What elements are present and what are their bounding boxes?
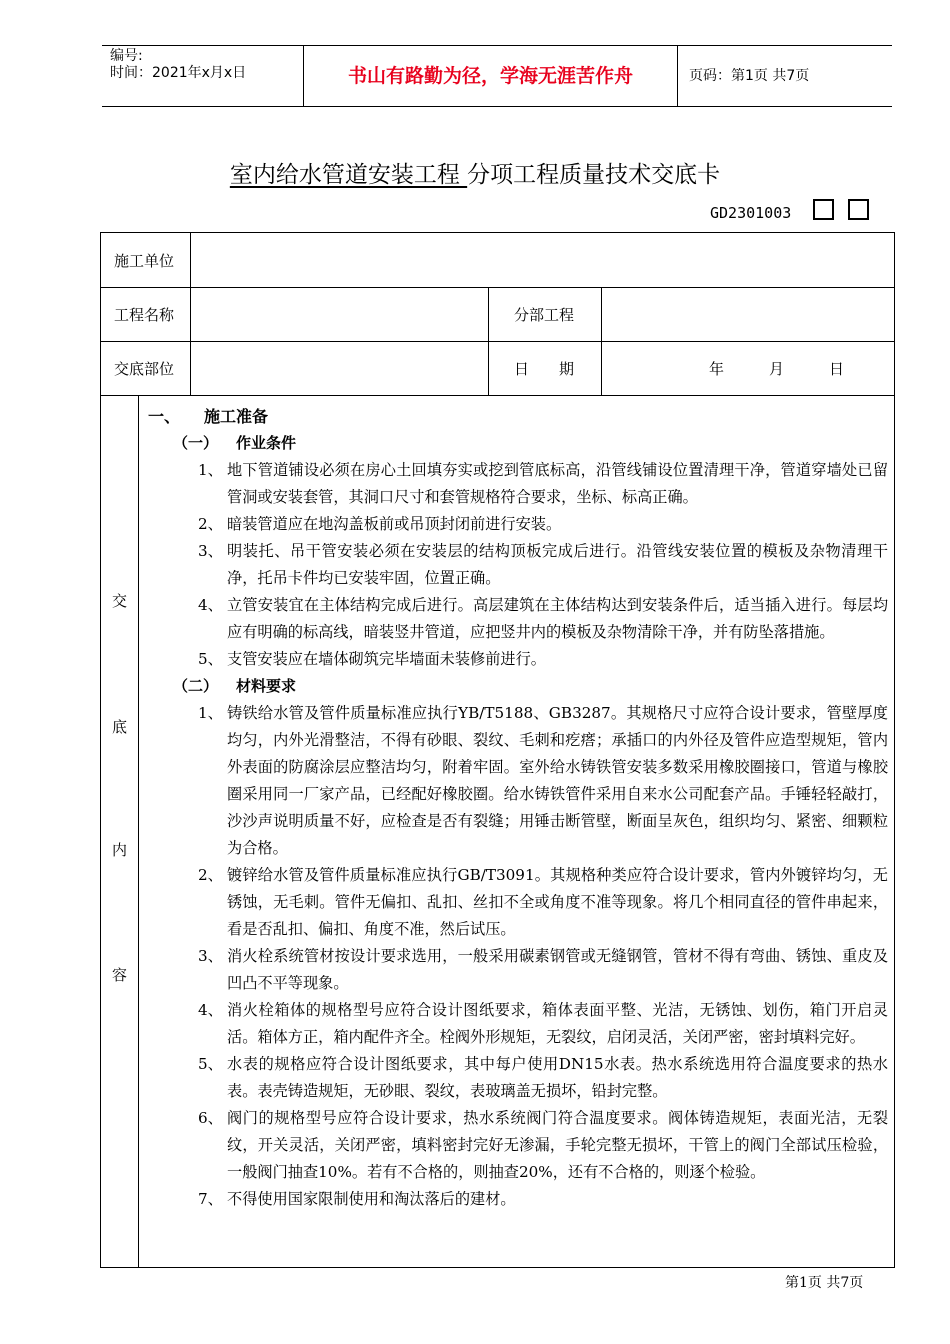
- item-text: 消火栓系统管材按设计要求选用，一般采用碳素钢管或无缝钢管，管材不得有弯曲、锈蚀、重皮及凹凸不平等现象。: [227, 947, 888, 992]
- side-label-char: 内: [111, 841, 127, 859]
- subsection-number: （二）: [173, 677, 219, 695]
- header-divider: [677, 46, 678, 106]
- subsection-number: （一）: [173, 434, 219, 452]
- list-item: [143, 862, 888, 943]
- item-text: 明装托、吊干管安装必须在安装层的结构顶板完成后进行。沿管线安装位置的模板及杂物清理干净，托吊卡件均已安装牢固，位置正确。: [227, 542, 888, 587]
- section-number: 一、: [148, 407, 181, 426]
- date-field[interactable]: 年 月 日: [709, 360, 845, 378]
- checkbox[interactable]: [848, 199, 869, 220]
- division-label: 分部工程: [514, 306, 575, 324]
- item-number: 3、: [198, 947, 223, 965]
- side-label-char: 底: [111, 718, 127, 736]
- item-text: 立管安装宜在主体结构完成后进行。高层建筑在主体结构达到安装条件后，适当插入进行。每层均应有明确的标高线，暗装竖井管道，应把竖井内的模板及杂物清除干净，并有防坠落措施。: [227, 596, 888, 641]
- item-number: 5、: [198, 650, 223, 668]
- item-text: 铸铁给水管及管件质量标准应执行YB/T5188、GB3287。其规格尺寸应符合设计要求，管壁厚度均匀，内外光滑整洁，不得有砂眼、裂纹、毛刺和疙瘩；承插口的内外径及管件应造型规矩，管内外表面的防腐涂层应整洁均匀，附着牢固。室外给水铸铁管安装多数采用橡胶圈接口，管道与橡胶圈采用同一厂家产品，已经配好橡胶圈。给水铸铁管件采用自来水公司配套产品。手锤轻轻敲打，沙沙声说明质量不好，应检查是否有裂缝；用锤击断管壁，断面呈灰色，组织均匀、紧密、细颗粒为合格。: [227, 704, 888, 857]
- col-divider: [601, 287, 602, 395]
- row-divider: [101, 341, 894, 342]
- page-title: [0, 160, 950, 190]
- item-number: 5、: [198, 1055, 223, 1073]
- col-divider: [190, 233, 191, 395]
- division-field[interactable]: [609, 291, 889, 337]
- item-number: 4、: [198, 1001, 223, 1019]
- unit-field[interactable]: [198, 237, 888, 283]
- item-number: 6、: [198, 1109, 223, 1127]
- subsection-heading: [143, 430, 888, 457]
- project-label: 工程名称: [114, 306, 175, 324]
- project-field[interactable]: [198, 291, 482, 337]
- list-item: [143, 646, 888, 673]
- list-item: [143, 457, 888, 511]
- doc-code: GD2301003: [710, 204, 792, 222]
- title-suffix: 分项工程质量技术交底卡: [467, 162, 721, 188]
- serial-label: 编号:: [110, 48, 143, 64]
- time-label: 时间：2021年x月x日: [110, 65, 247, 81]
- item-text: 镀锌给水管及管件质量标准应执行GB/T3091。其规格种类应符合设计要求，管内外镀锌均匀，无锈蚀，无毛刺。管件无偏扣、乱扣、丝扣不全或角度不准等现象。将几个相同直径的管件串起来，看是否乱扣、偏扣、角度不准，然后试压。: [227, 866, 888, 938]
- item-number: 7、: [198, 1190, 223, 1208]
- item-text: 支管安装应在墙体砌筑完毕墙面未装修前进行。: [227, 650, 546, 668]
- list-item: [143, 538, 888, 592]
- item-number: 2、: [198, 866, 223, 884]
- item-text: 暗装管道应在地沟盖板前或吊顶封闭前进行安装。: [227, 515, 562, 533]
- unit-label: 施工单位: [114, 252, 175, 270]
- page-header: [102, 45, 892, 107]
- list-item: [143, 511, 888, 538]
- checkbox[interactable]: [813, 199, 834, 220]
- subsection-title: 材料要求: [236, 677, 297, 695]
- section-heading: [143, 403, 888, 430]
- part-field[interactable]: [198, 345, 482, 391]
- item-text: 阀门的规格型号应符合设计要求，热水系统阀门符合温度要求。阀体铸造规矩，表面光洁，无裂纹，开关灵活，关闭严密，填料密封完好无渗漏，手轮完整无损坏，干管上的阀门全部试压检验，一般阀门抽查10%。若有不合格的，则抽查20%，还有不合格的，则逐个检验。: [227, 1109, 888, 1181]
- side-label-char: 容: [111, 966, 127, 984]
- side-label-char: 交: [111, 592, 127, 610]
- item-number: 3、: [198, 542, 223, 560]
- col-divider: [488, 287, 489, 395]
- item-text: 不得使用国家限制使用和淘汰落后的建材。: [227, 1190, 516, 1208]
- header-meta: [110, 48, 246, 82]
- item-text: 地下管道铺设必须在房心土回填夯实或挖到管底标高，沿管线铺设位置清理干净，管道穿墙处已留管洞或安装套管，其洞口尺寸和套管规格符合要求，坐标、标高正确。: [227, 461, 888, 506]
- title-project: 室内给水管道安装工程: [229, 162, 468, 188]
- content-body: [143, 403, 888, 1213]
- section-title: 施工准备: [204, 407, 269, 426]
- content-row: [101, 395, 894, 1267]
- list-item: [143, 943, 888, 997]
- item-number: 1、: [198, 461, 223, 479]
- item-number: 1、: [198, 704, 223, 722]
- subsection-title: 作业条件: [236, 434, 297, 452]
- list-item: [143, 700, 888, 862]
- item-number: 4、: [198, 596, 223, 614]
- item-number: 2、: [198, 515, 223, 533]
- list-item: [143, 997, 888, 1051]
- list-item: [143, 592, 888, 646]
- date-label: 日 期: [514, 360, 575, 378]
- subsection-heading: [143, 673, 888, 700]
- list-item: [143, 1105, 888, 1186]
- item-text: 水表的规格应符合设计图纸要求，其中每户使用DN15水表。热水系统选用符合温度要求的热水表。表壳铸造规矩，无砂眼、裂纹，表玻璃盖无损坏，铅封完整。: [227, 1055, 888, 1100]
- part-label: 交底部位: [114, 360, 175, 378]
- header-page-info: 页码：第1页 共7页: [689, 68, 810, 84]
- list-item: [143, 1186, 888, 1213]
- row-divider: [101, 287, 894, 288]
- form-table: [100, 232, 895, 1268]
- item-text: 消火栓箱体的规格型号应符合设计图纸要求，箱体表面平整、光洁，无锈蚀、划伤，箱门开启灵活。箱体方正，箱内配件齐全。栓阀外形规矩，无裂纹，启闭灵活，关闭严密，密封填料完好。: [227, 1001, 888, 1046]
- header-motto: 书山有路勤为径，学海无涯苦作舟: [347, 65, 633, 87]
- page-footer: 第1页 共7页: [785, 1275, 864, 1291]
- list-item: [143, 1051, 888, 1105]
